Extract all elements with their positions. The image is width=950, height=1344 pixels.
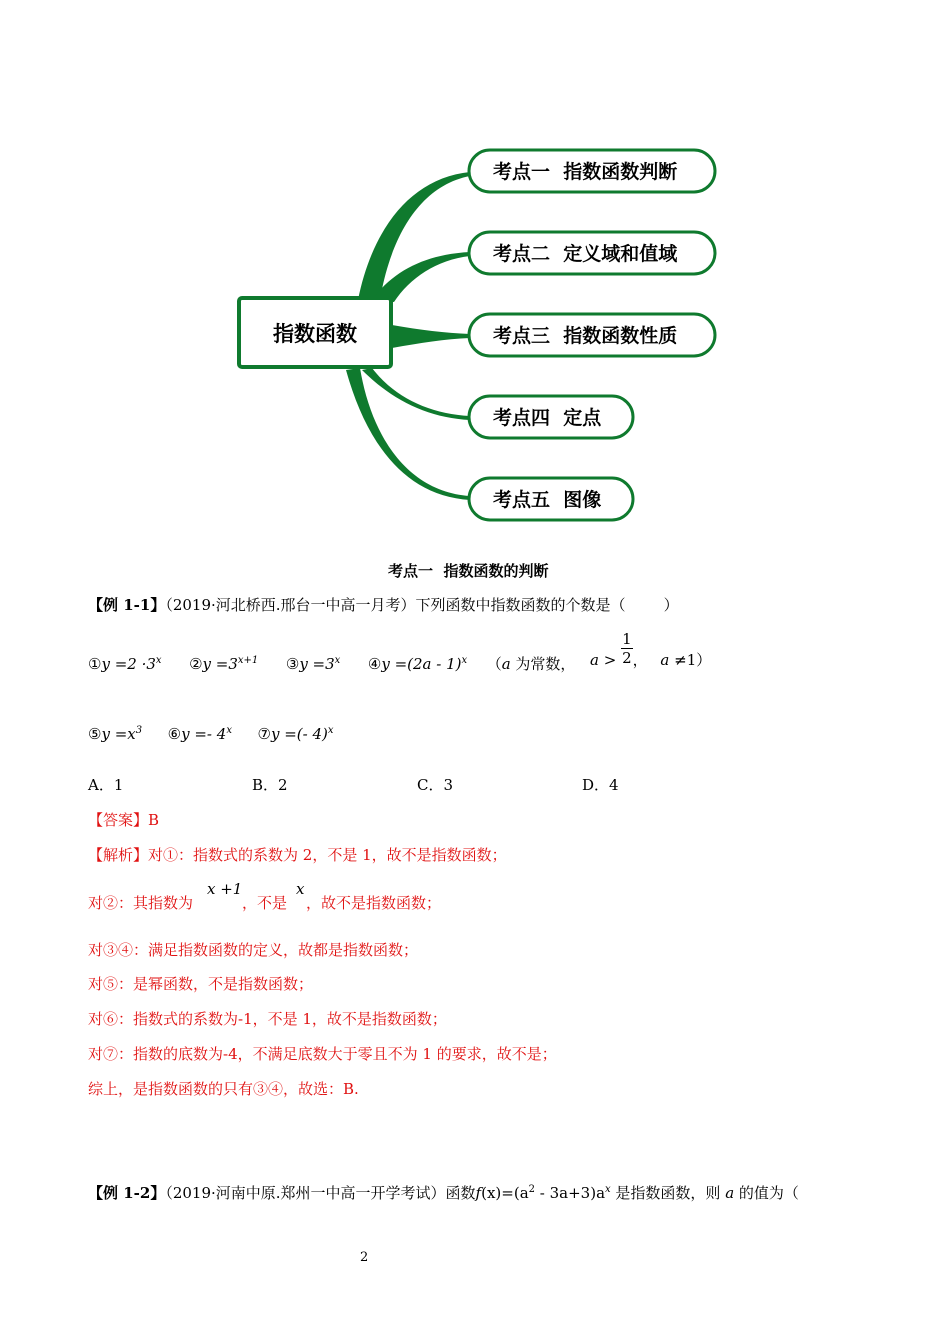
condition-inequality [590,630,711,667]
mindmap-diagram [0,0,950,540]
example-1-header [88,595,679,615]
mindmap-connector-3 [392,325,470,348]
condition-a-greater: a > [590,650,617,669]
analysis-line-7: 综上，是指数函数的只有③④，故选：B. [88,1080,359,1098]
mindmap-branch-label-4: 考点四 定点 [493,407,602,429]
analysis-line-2 [88,893,193,913]
example-1-label: 【例 1-1】 [88,596,166,614]
mindmap-branch-label-3: 考点三 指数函数性质 [493,325,678,347]
functions-row-1 [88,654,575,674]
analysis-line-6: 对⑦：指数的底数为-4，不满足底数大于零且不为 1 的要求，故不是； [88,1045,557,1063]
analysis-text-2b: ，不是 [242,894,288,912]
analysis-text-2c: ，故不是指数函数； [306,894,442,912]
item-1-expression: y =2 ·3 [101,655,156,673]
condition-comma: ， [632,650,648,669]
analysis-line-4: 对⑤：是幂函数，不是指数函数； [88,975,314,993]
item-2-exponent: x+1 [237,655,259,666]
example-2-sup-2: 2 [528,1184,536,1195]
item-6-exponent: x [226,725,232,736]
item-2-expression: y =3 [202,655,238,673]
item-7-exponent: x [327,725,334,736]
example-2-f: f [475,1184,482,1202]
option-b: B．2 [252,776,288,794]
item-5-exponent: 3 [135,725,143,736]
item-7-expression: y =(- 4) [270,725,328,743]
item-4-expression: y =(2a - 1) [381,655,462,673]
item-1-number: ① [88,655,102,673]
condition-text: 为常数， [510,655,576,673]
item-4-number: ④ [367,655,382,673]
fraction-denominator: 2 [622,649,632,667]
item-6-number: ⑥ [167,725,182,743]
example-2-mid: - 3a+3)a [535,1184,606,1202]
example-1-source: （2019·河北桥西.邢台一中高一月考）下列函数中指数函数的个数是（ ） [165,596,679,614]
option-d: D．4 [582,776,619,794]
item-5-expression: y =x [101,725,136,743]
example-2-tail: 是指数函数，则 [610,1184,726,1202]
mindmap-root-label: 指数函数 [273,322,357,346]
answer: 【答案】B [88,811,160,829]
analysis-text-1: 对①：指数式的系数为 2，不是 1，故不是指数函数； [148,846,507,864]
example-2-fx: (x)=(a [481,1184,529,1202]
analysis-expr-x-plus-1: x +1 [207,880,243,898]
example-2-header [88,1183,799,1203]
item-5-number: ⑤ [88,725,102,743]
example-2-var-a: a [725,1184,735,1202]
item-3-exponent: x [334,655,341,666]
example-2-source: （2019·河南中原.郑州一中高一开学考试）函数 [165,1184,476,1202]
analysis-line-3: 对③④：满足指数函数的定义，故都是指数函数； [88,941,419,959]
analysis-expr-x: x [296,880,305,898]
mindmap-connector-5 [346,368,470,500]
section-title: 考点一 指数函数的判断 [388,562,549,580]
item-7-number: ⑦ [257,725,271,743]
item-3-number: ③ [285,655,300,673]
item-3-expression: y =3 [299,655,335,673]
fraction-numerator: 1 [622,630,632,648]
functions-row-2 [88,724,334,744]
analysis-label: 【解析】 [88,846,149,864]
item-6-expression: y =- 4 [181,725,227,743]
condition-not-equal: ≠1） [669,650,712,669]
mindmap-connector-4 [362,368,470,420]
analysis-line-5: 对⑥：指数式的系数为-1，不是 1，故不是指数函数； [88,1010,447,1028]
option-a: A．1 [88,776,124,794]
item-2-number: ② [189,655,203,673]
example-2-tail-2: 的值为（ [734,1184,799,1202]
condition-var-a: a [501,655,511,673]
condition-open: （ [486,655,502,673]
example-2-sup-x: x [605,1184,611,1195]
mindmap-branch-label-1: 考点一 指数函数判断 [493,161,678,183]
mindmap-branch-label-5: 考点五 图像 [493,489,602,511]
item-1-exponent: x [155,655,162,666]
condition-var-a-2: a [660,650,670,669]
option-c: C．3 [417,776,454,794]
item-4-exponent: x [461,655,468,666]
analysis-line-1 [88,845,507,865]
example-2-label: 【例 1-2】 [88,1184,166,1202]
page-number: 2 [360,1250,369,1265]
analysis-text-2a: 对②：其指数为 [88,894,194,912]
mindmap-connector-1 [358,172,470,300]
mindmap-branch-label-2: 考点二 定义域和值域 [493,243,678,265]
fraction-one-half [621,630,633,667]
